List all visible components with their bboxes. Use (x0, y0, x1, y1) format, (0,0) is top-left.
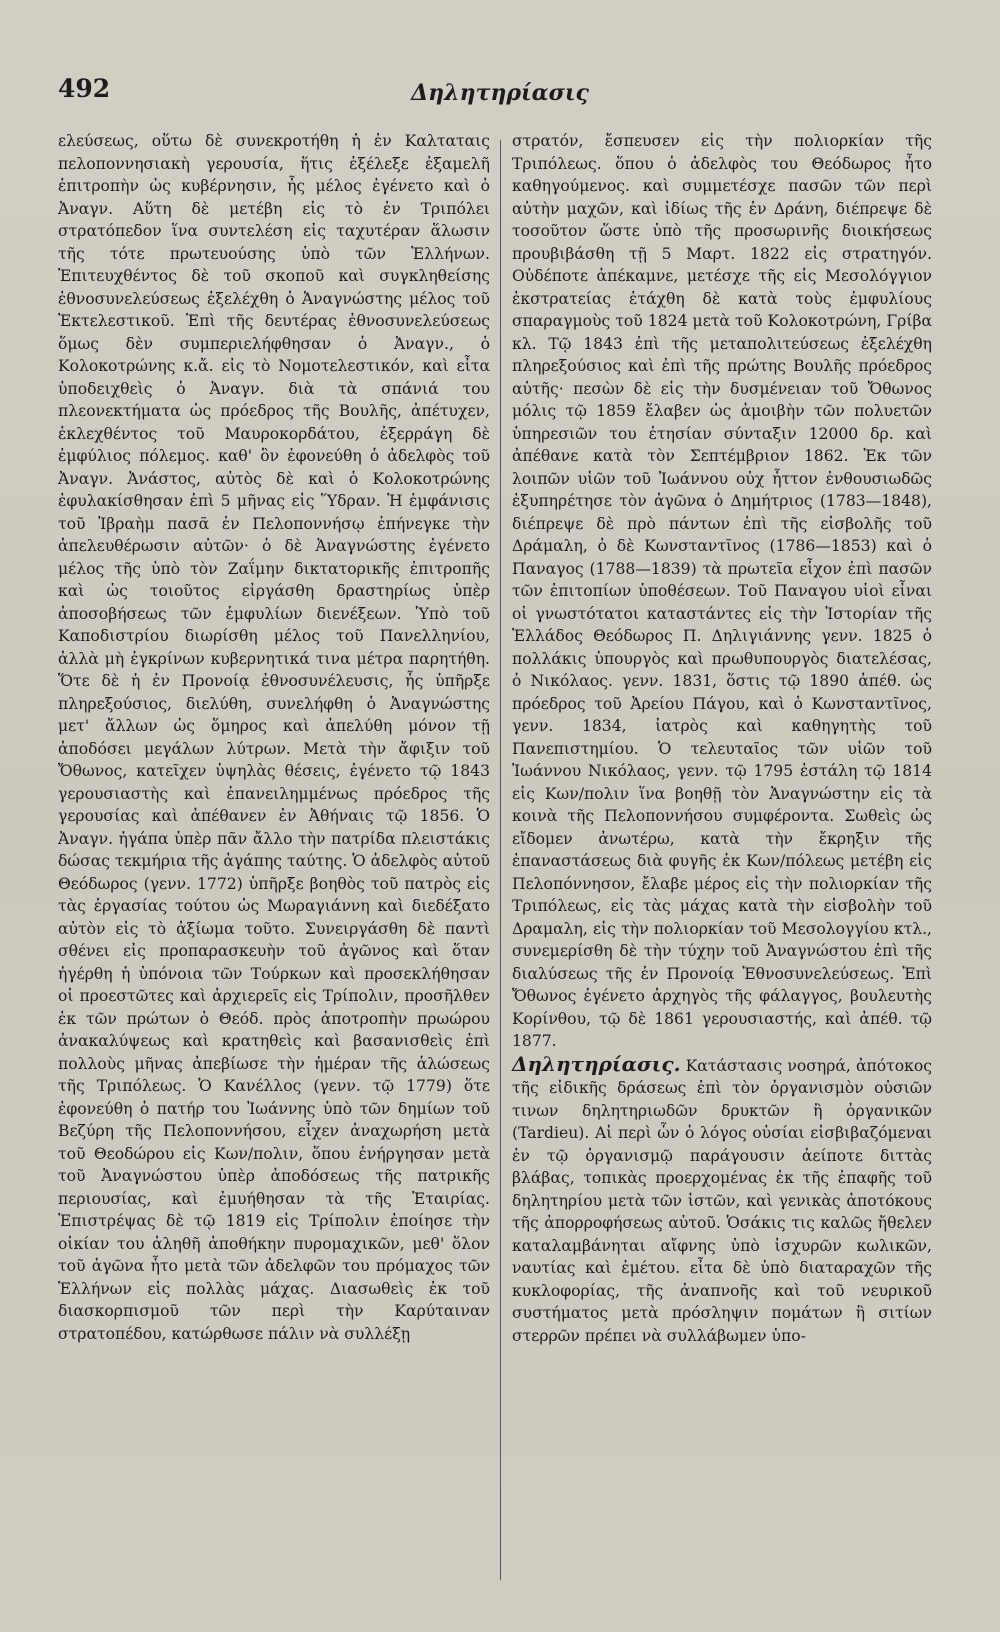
right-column-text: στρατόν, ἔσπευσεν εἰς τὴν πολιορκίαν τῆς Τριπόλεως. ὅπου ὁ ἀδελφὸς του Θεόδωρος ἦτο καθηγούμενος. καὶ συμμετέσχε πασῶν τῶν περὶ αὐτὴν μαχῶν, καὶ ἰδίως τῆς ἐν Δράνη, διέπρεψε δὲ τοσοῦτον ὥστε ὑπὸ τῆς προσωρινῆς διοικήσεως προυβιβάσθη τῇ 5 Μαρτ. 1822 εἰς στρατηγόν. Οὐδέποτε ἀπέκαμνε, μετέσχε τῆς εἰς Μεσολόγγιον ἐκστρατείας ἐτάχθη δὲ κατὰ τοὺς ἐμφυλίους σπαραγμοὺς τοῦ 1824 μετὰ τοῦ Κολοκοτρώνη, Γρίβα κλ. Τῷ 1843 ἐπὶ τῆς μεταπολιτεύσεως ἐξελέχθη πληρεξούσιος καὶ ἐπὶ τῆς πρώτης Βουλῆς πρόεδρος αὐτῆς· πεσὼν δὲ εἰς τὴν δυσμένειαν τοῦ Ὄθωνος μόλις τῷ 1859 ἔλαβεν ὡς ἀμοιβὴν τῶν πολυετῶν ὑπηρεσιῶν του ἐτησίαν σύνταξιν 12000 δρ. καὶ ἀπέθανε κατὰ τὸν Σεπτέμβριον 1862. Ἐκ τῶν λοιπῶν υἱῶν τοῦ Ἰωάννου οὐχ ἧττον ἐνθουσιωδῶς ἐξυπηρέτησε τὸν ἀγῶνα ὁ Δημήτριος (1783—1848), διέπρεψε δὲ πρὸ πάντων ἐπὶ τῆς εἰσβολῆς τοῦ Δράμαλη, ὁ δὲ Κωνσταντῖνος (1786—1853) καὶ ὁ Παναγος (1788—1839) τὰ πρωτεῖα εἶχον ἐπὶ πασῶν τῶν ἐπιτοπίων ὑποθέσεων. Τοῦ Παναγου υἱοὶ εἶναι οἱ γνωστότατοι καταστάντες εἰς τὴν Ἱστορίαν τῆς Ἑλλάδος Θεόδωρος Π. Δηλιγιάννης γενν. 1825 ὁ πολλάκις ὑπουργὸς καὶ πρωθυπουργὸς διατελέσας, ὁ Νικόλαος. γενν. 1831, ὅστις τῷ 1890 ἀπέθ. ὡς πρόεδρος τοῦ Ἀρείου Πάγου, καὶ ὁ Κωνσταντῖνος, γενν. 1834, ἰατρὸς καὶ καθηγητὴς τοῦ Πανεπιστημίου. Ὁ τελευταῖος τῶν υἱῶν τοῦ Ἰωάννου Νικόλαος, γενν. τῷ 1795 ἐστάλη τῷ 1814 εἰς Κων/πολιν ἵνα βοηθῇ τὸν Ἀναγνώστην εἰς τὰ κοινὰ τῆς Πελοποννήσου συμφέροντα. Σωθεὶς ὡς εἴδομεν ἀνωτέρω, κατὰ τὴν ἔκρηξιν τῆς ἐπαναστάσεως διὰ φυγῆς ἐκ Κων/πόλεως μετέβη εἰς Πελοπόννησον, ἔλαβε μέρος εἰς τὴν πολιορκίαν τῆς Τριπόλεως, εἰς τὰς μάχας κατὰ τὴν εἰσβολὴν τοῦ Δραμαλη, εἰς τὴν πολιορκίαν τοῦ Μεσολογγίου κτλ., συνεμερίσθη δὲ τὴν τύχην τοῦ Ἀναγνώστου ἐπὶ τῆς διαλύσεως τῆς ἐν Προνοίᾳ Ἐθνοσυνελεύσεως. Ἐπὶ Ὄθωνος ἐγένετο ἀρχηγὸς τῆς φάλαγγος, βουλευτὴς Κορίνθου, τῷ δὲ 1861 γερουσιαστής, καὶ ἀπέθ. τῷ 1877. (512, 132, 932, 1050)
entry-paragraph (512, 1053, 932, 1348)
running-title: Δηλητηρίασις (411, 80, 589, 106)
entry-text: Κατάστασις νοσηρά, ἀπότοκος τῆς εἰδικῆς δράσεως ἐπὶ τὸν ὀργανισμὸν οὐσιῶν τινων δηλητηριωδῶν δρυκτῶν ἢ ὀργανικῶν (Tardieu). Αἱ περὶ ὧν ὁ λόγος οὐσίαι εἰσβιβαζόμεναι ἐν τῷ ὀργανισμῷ παράγουσιν ἀείποτε διττὰς βλάβας, τοπικὰς προερχομένας ἐκ τῆς ἐπαφῆς τοῦ δηλητηρίου μετὰ τῶν ἱστῶν, καὶ γενικὰς ἀποτόκους τῆς ἀπορροφήσεως αὐτοῦ. Ὁσάκις τις καλῶς ἤθελεν καταλαμβάνηται αἴφνης ὑπὸ ἰσχυρῶν κωλικῶν, ναυτίας καὶ ἐμέτου. εἶτα δὲ ὑπὸ διαταραχῶν τῆς κυκλοφορίας, τῆς ἀναπνοῆς καὶ τοῦ νευρικοῦ συστήματος μετὰ πρόσληψιν πομάτων ἢ σιτίων στερρῶν πρέπει νὰ συλλάβωμεν ὑπο- (512, 1056, 932, 1345)
left-column (58, 130, 490, 1345)
column-divider (500, 140, 501, 1580)
page-number: 492 (58, 74, 111, 103)
left-column-text: ελεύσεως, οὕτω δὲ συνεκροτήθη ἡ ἐν Καλταταις πελοποννησιακὴ γερουσία, ἥτις ἐξέλεξε ἐξαμελῆ ἐπιτροπὴν ὡς κυβέρνησιν, ἧς μέλος ἐγένετο καὶ ὁ Ἀναγν. Αὕτη δὲ μετέβη εἰς τὸ ἐν Τριπόλει στρατόπεδον ἵνα συντελέση εἰς ταχυτέραν ἅλωσιν τῆς τότε πρωτευούσης ὑπὸ τῶν Ἑλλήνων. Ἐπιτευχθέντος δὲ τοῦ σκοποῦ καὶ συγκληθείσης ἐθνοσυνελεύσεως ἐξελέχθη ὁ Ἀναγνώστης μέλος τοῦ Ἐκτελεστικοῦ. Ἐπὶ τῆς δευτέρας ἐθνοσυνελεύσεως ὅμως δὲν συμπεριελήφθησαν ὁ Ἀναγν., ὁ Κολοκοτρώνης κ.ἄ. εἰς τὸ Νομοτελεστικόν, καὶ εἶτα ὑποδειχθεὶς ὁ Ἀναγν. διὰ τὰ σπάνιά του πλεονεκτήματα ὡς πρόεδρος τῆς Βουλῆς, ἀπέτυχεν, ἐκλεχθέντος τοῦ Μαυροκορδάτου, ἐξερράγη δὲ ἐμφύλιος πόλεμος. καθ' ὃν ἐφονεύθη ὁ ἀδελφὸς τοῦ Ἀναγν. Ἀνάστος, αὐτὸς δὲ καὶ ὁ Κολοκοτρώνης ἐφυλακίσθησαν ἐπὶ 5 μῆνας εἰς Ὕδραν. Ἡ ἐμφάνισις τοῦ Ἰβραὴμ πασᾶ ἐν Πελοποννήσῳ ἐπήνεγκε τὴν ἀπελευθέρωσιν αὐτῶν· ὁ δὲ Ἀναγνώστης ἐγένετο μέλος τῆς ὑπὸ τὸν Ζαΐμην δικτατορικῆς ἐπιτροπῆς καὶ ὡς τοιοῦτος εἰργάσθη δραστηρίως ὑπὲρ ἀποσοβήσεως τῶν ἐμφυλίων διενέξεων. Ὑπὸ τοῦ Καποδιστρίου διωρίσθη μέλος τοῦ Πανελληνίου, ἀλλὰ μὴ ἐγκρίνων κυβερνητικά τινα μέτρα παρητήθη. Ὅτε δὲ ἡ ἐν Προνοίᾳ ἐθνοσυνέλευσις, ἧς ὑπῆρξε πληρεξούσιος, διελύθη, συνελήφθη ὁ Ἀναγνώστης μετ' ἄλλων ὡς ὅμηρος καὶ ἀπελύθη μόνον τῇ ἀποδόσει μεγάλων λύτρων. Μετὰ τὴν ἄφιξιν τοῦ Ὄθωνος, κατεῖχεν ὑψηλὰς θέσεις, ἐγένετο τῷ 1843 γερουσιαστὴς καὶ ἐπανειλημμένως πρόεδρος τῆς γερουσίας καὶ ἀπέθανεν ἐν Ἀθήναις τῷ 1856. Ὁ Ἀναγν. ἠγάπα ὑπὲρ πᾶν ἄλλο τὴν πατρίδα πλειστάκις δώσας τεκμήρια τῆς ἀγάπης ταύτης. Ὁ ἀδελφὸς αὐτοῦ Θεόδωρος (γενν. 1772) ὑπῆρξε βοηθὸς τοῦ πατρὸς εἰς τὰς ἐργασίας τούτου ὡς Μωραγιάννη καὶ διεδέξατο αὐτὸν εἰς τὸ ἀξίωμα τοῦτο. Συνειργάσθη δὲ παντὶ σθένει εἰς προπαρασκευὴν τοῦ ἀγῶνος καὶ ὅταν ἠγέρθη ἡ ὑπόνοια τῶν Τούρκων καὶ προσεκλήθησαν οἱ προεστῶτες καὶ ἀρχιερεῖς εἰς Τρίπολιν, προσῆλθεν ἐκ τῶν πρώτων ὁ Θεόδ. πρὸς ἀποτροπὴν πρωώρου ἀνακαλύψεως καὶ κρατηθεὶς καὶ βασανισθεὶς ἐπὶ πολλοὺς μῆνας ἀπεβίωσε τὴν ἡμέραν τῆς ἁλώσεως τῆς Τριπόλεως. Ὁ Κανέλλος (γενν. τῷ 1779) ὅτε ἐφονεύθη ὁ πατήρ του Ἰωάννης ὑπὸ τῶν δημίων τοῦ Βεζύρη τῆς Πελοποννήσου, εἶχεν ἀναχωρήση μετὰ τοῦ Θεοδώρου εἰς Κων/πολιν, ὅπου ἐνήργησαν μετὰ τοῦ Ἀναγνώστου ὑπὲρ ἀποδόσεως τῆς πατρικῆς περιουσίας, καὶ ἐμυήθησαν τὰ τῆς Ἑταιρίας. Ἐπιστρέψας δὲ τῷ 1819 εἰς Τρίπολιν ἐποίησε τὴν οἰκίαν του ἀληθῆ ἀποθήκην πυρομαχικῶν, μεθ' ὅλον τοῦ ἀγῶνα ἦτο μετὰ τῶν ἀδελφῶν του πρόμαχος τῶν Ἑλλήνων εἰς πολλὰς μάχας. Διασωθεὶς ἐκ τοῦ διασκορπισμοῦ τῶν περὶ τὴν Καρύταιναν στρατοπέδου, κατώρθωσε πάλιν νὰ συλλέξῃ (58, 132, 490, 1343)
right-column (512, 130, 932, 1347)
page-header (58, 74, 942, 114)
entry-heading: Δηλητηρίασις. (512, 1051, 681, 1076)
